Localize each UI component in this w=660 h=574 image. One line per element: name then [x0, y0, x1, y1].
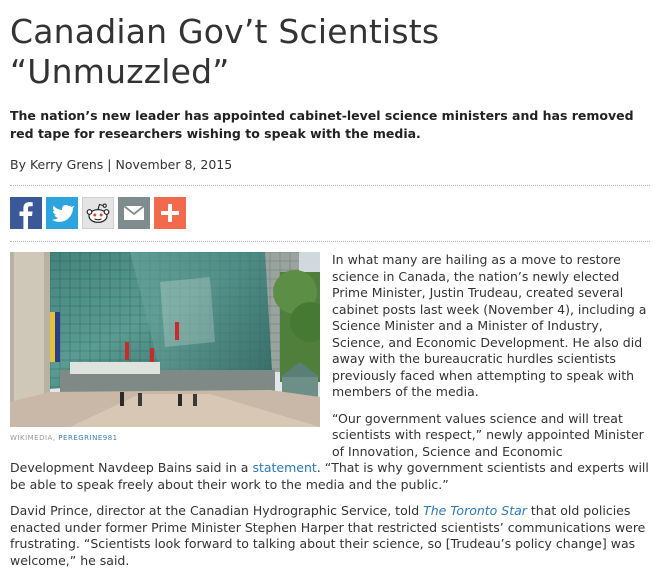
- twitter-icon: [50, 201, 74, 225]
- paragraph-3: [10, 503, 650, 569]
- more-share-button[interactable]: [154, 197, 186, 229]
- paragraph-1: In what many are hailing as a move to restore science in Canada, the nation’s newly elected Prime Minister, Justin Trudeau, created several cabinet posts last week (November 4), including a Science Minister and a Minister of Industry, Science, and Economic Development. He also did away with the bureaucratic hurdles scientists previously faced when attempting to speak with members of the media.: [332, 252, 647, 399]
- reddit-icon: [84, 199, 112, 227]
- divider: [10, 241, 650, 242]
- article-page: [0, 12, 660, 574]
- plus-icon: [159, 202, 181, 224]
- paragraph-2-text: “Our government values science and will treat scientists with respect,” newly appointed Minister of Innovation, Science and Economic Development Navdeep Bains said in a: [10, 410, 644, 475]
- byline: By Kerry Grens | November 8, 2015: [10, 157, 233, 172]
- toronto-star-link-text: The Toronto Star: [423, 503, 527, 518]
- paragraph-2-text-end: . “That is why government scientists and experts will be able to speak freely about their work to the media and the public.”: [10, 460, 649, 492]
- article-deck: The nation’s new leader has appointed cabinet-level science ministers and has removed red tape for researchers wishing to speak with the media.: [10, 108, 634, 141]
- article-photo: [10, 252, 320, 427]
- reddit-share-button[interactable]: [82, 197, 114, 229]
- facebook-share-button[interactable]: [10, 197, 42, 229]
- photo-credit-link[interactable]: PEREGRINE981: [58, 434, 118, 442]
- photo-credit: [10, 434, 320, 442]
- paragraph-3-text-end: that old policies enacted under former Prime Minister Stephen Harper that restricted scientists’ communications were frustrating. “Scientists look forward to talking about their science, so [Trudeau’s policy change] was welcome,” he said.: [10, 503, 646, 568]
- article-body: [10, 252, 650, 569]
- statement-link[interactable]: statement: [252, 460, 317, 475]
- facebook-icon: [10, 197, 42, 229]
- photo-credit-source: WIKIMEDIA,: [10, 434, 59, 442]
- share-bar: [10, 197, 650, 229]
- toronto-star-link[interactable]: [423, 503, 527, 518]
- title-line-2: “Unmuzzled”: [10, 52, 230, 91]
- divider: [10, 185, 650, 186]
- title-line-1: Canadian Gov’t Scientists: [10, 12, 440, 51]
- email-icon: [122, 201, 146, 225]
- article-title: [10, 12, 650, 92]
- twitter-share-button[interactable]: [46, 197, 78, 229]
- article-figure: [10, 252, 320, 442]
- paragraph-3-text: David Prince, director at the Canadian Hydrographic Service, told: [10, 503, 424, 518]
- email-share-button[interactable]: [118, 197, 150, 229]
